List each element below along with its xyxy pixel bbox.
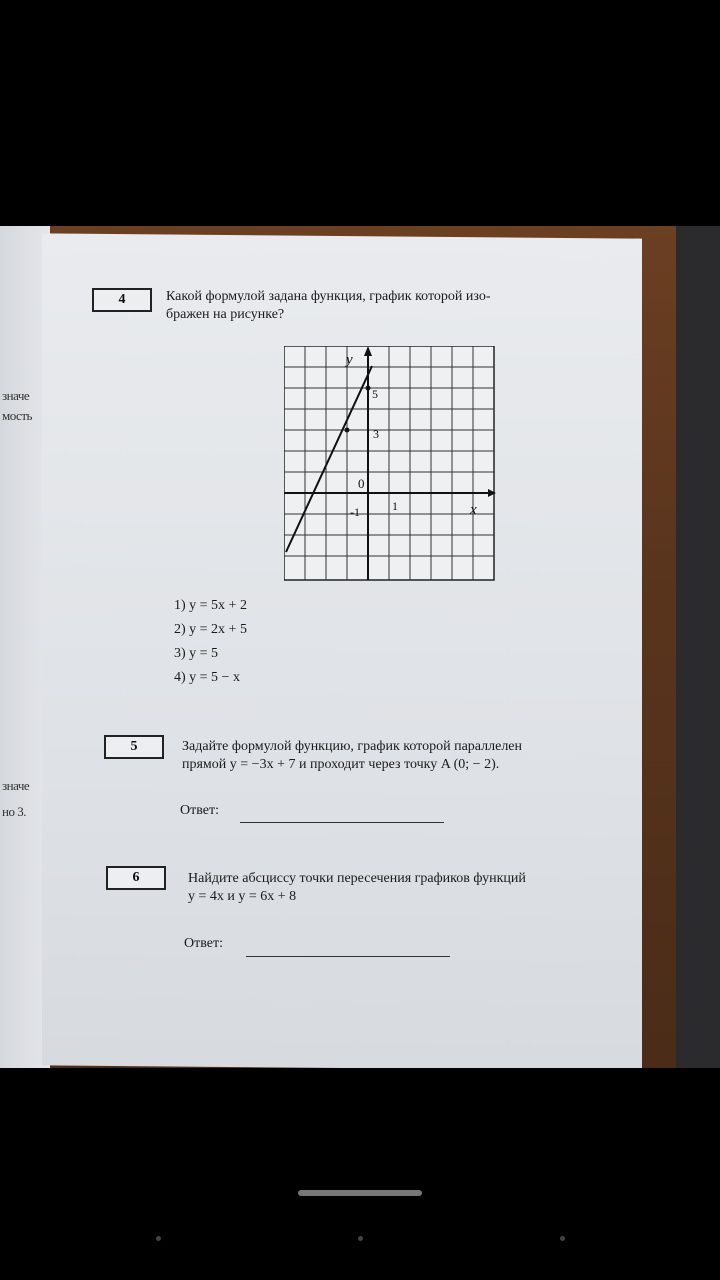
gesture-home-indicator[interactable] [298,1190,422,1196]
x-axis-label: x [470,502,477,518]
nav-dot-icon [560,1236,565,1241]
question-text-line: Какой формулой задана функция, график которой изо- [166,289,491,304]
point-marker [366,386,371,391]
question-text-line: Найдите абсциссу точки пересечения графиков функций [188,871,526,886]
function-graph [284,346,496,582]
margin-text: мость [2,408,32,423]
tick-label: 5 [372,387,378,401]
question-text [182,738,642,774]
nav-dot-icon [358,1236,363,1241]
question-text-line: прямой y = −3x + 7 и проходит через точку A (0; − 2). [182,757,500,772]
answer-option[interactable]: 1) y = 5x + 2 [174,598,247,613]
question-number-box: 5 [104,735,164,759]
origin-label: 0 [358,476,365,491]
y-axis-label: y [346,352,353,368]
question-number-box: 6 [106,866,166,890]
question-text-line: y = 4x и y = 6x + 8 [188,889,297,904]
question-number-box: 4 [92,288,152,312]
margin-text: значе [2,388,30,403]
answer-field[interactable] [246,956,450,957]
tick-label: -1 [350,505,360,519]
point-marker [345,428,350,433]
answer-option[interactable]: 3) y = 5 [174,646,219,661]
answer-option[interactable]: 2) y = 2x + 5 [174,622,247,637]
margin-text: но 3. [2,804,26,819]
question-text-line: бражен на рисунке? [166,307,285,322]
answer-label: Ответ: [184,936,223,951]
question-text [166,288,586,324]
margin-text: значе [2,778,30,793]
nav-dot-icon [156,1236,161,1241]
tick-label: 3 [373,427,379,441]
answer-label: Ответ: [180,803,219,818]
right-dark-edge [676,226,720,1068]
question-text [188,870,648,906]
tick-label: 1 [392,499,398,513]
question-text-line: Задайте формулой функцию, график которой параллелен [182,739,523,754]
answer-option[interactable]: 4) y = 5 − x [174,670,240,685]
answer-field[interactable] [240,822,444,823]
